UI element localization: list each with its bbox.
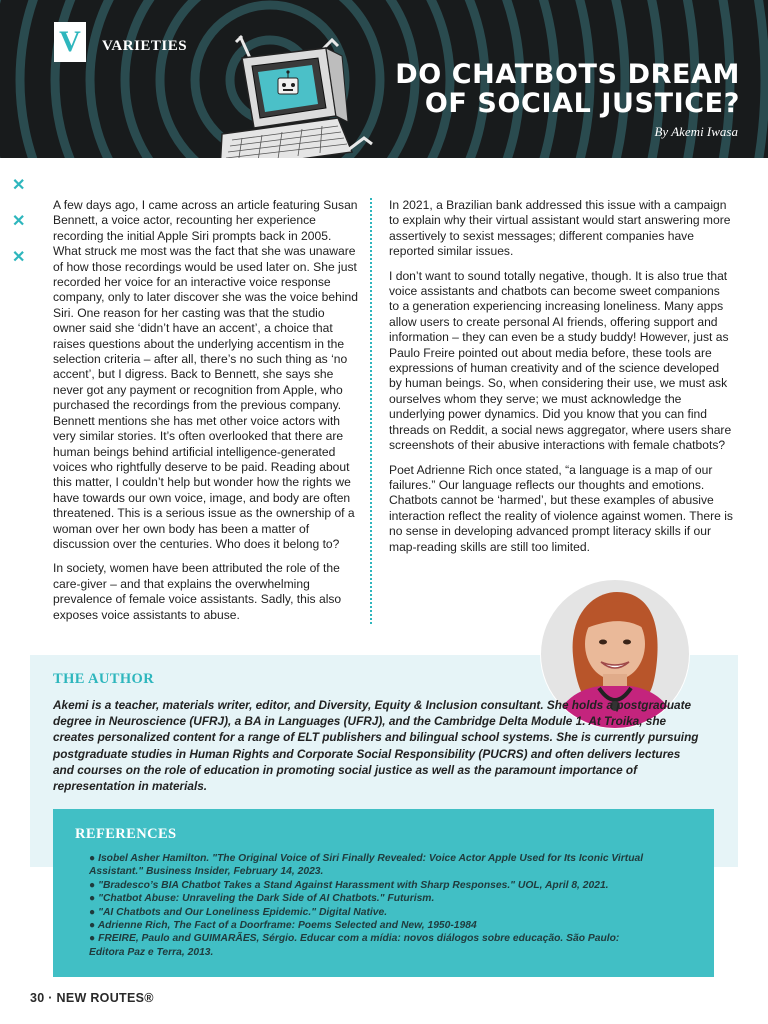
references-box (53, 809, 714, 977)
close-icon: ✕ (12, 213, 26, 230)
reference-item: ● FREIRE, Paulo and GUIMARÃES, Sérgio. Educar com a mídia: novos diálogos sobre educação. São Paulo: Editora Paz e Terra, 2013. (89, 933, 620, 958)
section-letter-badge: V (54, 22, 86, 62)
article-column-left (53, 198, 359, 632)
article-title-line-2: OF SOCIAL JUSTICE? (424, 88, 740, 119)
section-label: VARIETIES (102, 38, 188, 54)
article-column-right (389, 198, 733, 564)
paragraph: I don’t want to sound totally negative, though. It is also true that voice assistants and chatbots can become sweet companions to a generation experiencing increasing loneliness. Many apps allow users to create personal AI friends, offering support and information – they can even be a study buddy! However, just as Paulo Freire pointed out about media before, these tools are expressions of human creativity and of the science developed by human beings. So, when considering their use, we must ask ourselves whom they serve; we must acknowledge the underlying power dynamics. Did you know that you can find threads on Reddit, a social news aggregator, where users share screenshots of their abusive interactions with female chatbots? (389, 268, 732, 453)
column-divider (370, 198, 372, 624)
paragraph: In society, women have been attributed the role of the care-giver – and that explains the overwhelming prevalence of female voice assistants. Sadly, this also exposes voice assistants to abuse. (53, 561, 342, 622)
references-heading: REFERENCES (75, 826, 177, 842)
article-title-line-1: DO CHATBOTS DREAM (395, 59, 740, 90)
close-icon: ✕ (12, 177, 26, 194)
reference-item: ● "AI Chatbots and Our Loneliness Epidemic." Digital Native. (89, 906, 388, 918)
reference-item: ● "Chatbot Abuse: Unraveling the Dark Side of AI Chatbots." Futurism. (89, 893, 435, 905)
article-header (0, 0, 768, 158)
paragraph: In 2021, a Brazilian bank addressed this issue with a campaign to explain why their virtual assistant would start answering more assertively to sexist messages; different companies have reported similar issues. (389, 198, 731, 259)
author-heading: THE AUTHOR (53, 671, 155, 687)
paragraph: A few days ago, I came across an article featuring Susan Bennett, a voice actor, recounting her experience recording the initial Apple Siri prompts back in 2005. What struck me most was the fact that she was unaware of how those recordings would be used later on. She just recorded her voice for an interactive voice response company, only to later discover she was the voice behind Siri. One reason for her casting was that the studio owner said she ‘didn’t have an accent’, a choice that raises questions about the underlying accentism in the selection criteria – after all, there’s no such thing as ‘no accent’, but I digress. Back to Bennett, she says she never got any payment or recognition from Apple, who purchased the recordings from the previous company. Bennett mentions she has met other voice actors with very similar stories. It’s often overlooked that there are human beings behind artificial intelligence-generated voices who rightfully deserve to be paid. Reading about this matter, I couldn’t help but wonder how the rights we have towards our own voice, image, and body are often threatened. This is a serious issue as the ownership of a woman over her own body has been a matter of discussion over the centuries. Who does it belong to? (53, 198, 358, 551)
article-title (320, 60, 740, 118)
close-icon: ✕ (12, 249, 26, 266)
references-list (89, 852, 649, 959)
reference-item: ● Isobel Asher Hamilton. "The Original Voice of Siri Finally Revealed: Voice Actor Apple Used for Its Iconic Virtual Assistant." Business Insider, February 14, 2023. (89, 853, 644, 878)
article-byline: By Akemi Iwasa (654, 124, 738, 139)
reference-item: ● Adrienne Rich, The Fact of a Doorframe: Poems Selected and New, 1950-1984 (89, 920, 477, 932)
author-bio: Akemi is a teacher, materials writer, editor, and Diversity, Equity & Inclusion consultant. She holds a postgraduate degree in Neuroscience (UFRJ), a BA in Languages (UFRJ), and the Cambridge Delta Module 1. At Troika, she creates personalized content for a range of ELT publishers and bilingual school systems. She is currently pursuing postgraduate studies in Human Rights and Corporate Social Responsibility (PUCRS) and often delivers lectures and courses on the role of education in promoting social justice as well as the paramount importance of representation in materials. (53, 698, 699, 794)
paragraph: Poet Adrienne Rich once stated, “a language is a map of our failures.” Our language reflects our thoughts and emotions. Chatbots cannot be ‘harmed’, but these examples of abusive interaction reflect the reality of violence against women. There is no sense in developing advanced prompt literacy skills if our map-reading skills are still too limited. (389, 462, 733, 554)
reference-item: ● "Bradesco’s BIA Chatbot Takes a Stand Against Harassment with Sharp Responses." UOL, April 8, 2021. (89, 879, 609, 891)
page-footer: 30 · NEW ROUTES® (30, 991, 154, 1005)
